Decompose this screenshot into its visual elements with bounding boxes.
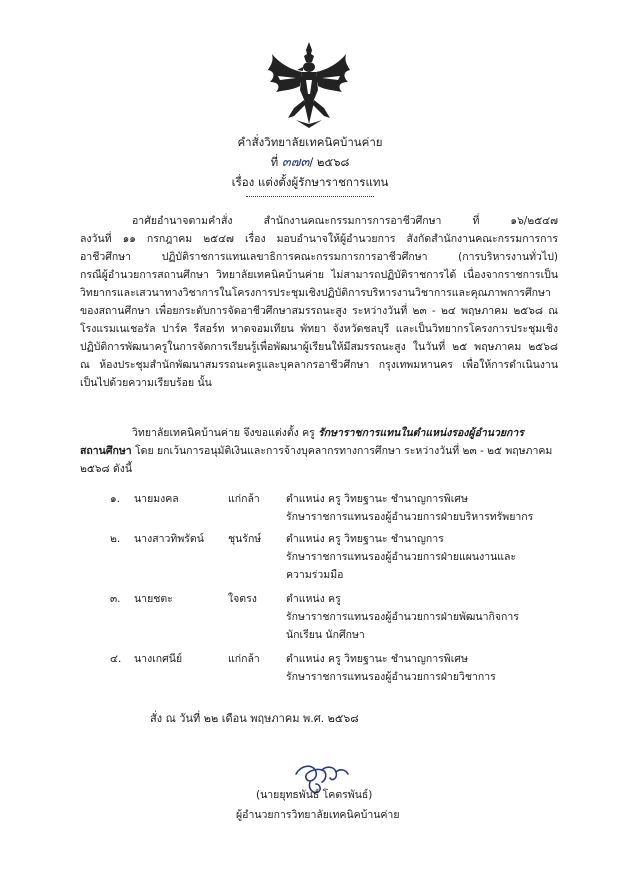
appointee-detail: ตำแหน่ง ครู วิทยฐานะ ชำนาญการพิเศษ — [286, 493, 468, 505]
appointment-intro: วิทยาลัยเทคนิคบ้านค่าย จึงขอแต่งตั้ง ครู — [132, 427, 319, 439]
preamble-line: เป็นไปด้วยความเรียบร้อย นั้น — [80, 377, 212, 389]
order-number-handwritten: ๓๗๓ — [281, 155, 310, 170]
appointee-detail: ตำแหน่ง ครู — [286, 593, 341, 605]
appointee-surname: แก่กล้า — [228, 653, 260, 665]
appointee-surname: ชุนรักษ์ — [228, 533, 262, 545]
appointee-name: นางสาวทิพรัตน์ — [134, 533, 204, 545]
garuda-seal-icon — [266, 40, 352, 130]
appointment-line: ๒๕๖๘ ดังนี้ — [80, 463, 133, 475]
preamble-line: ปฏิบัติการพัฒนาครูในการจัดการเรียนรู้เพื่อพัฒนาผู้เรียนให้มีสมรรถนะสูง ในวันที่ ๒๕ พฤษภาคม ๒๕๖๘ — [80, 341, 558, 353]
signer-position: ผู้อำนวยการวิทยาลัยเทคนิคบ้านค่าย — [236, 809, 400, 821]
subject-line: เรื่อง แต่งตั้งผู้รักษาราชการแทน — [231, 175, 389, 189]
appointee-detail: รักษาราชการแทนรองผู้อำนวยการฝ่ายแผนงานและ — [286, 551, 517, 563]
appointee-detail: นักเรียน นักศึกษา — [286, 629, 365, 641]
appointment-line — [80, 442, 558, 460]
appointee-detail: ตำแหน่ง ครู วิทยฐานะ ชำนาญการพิเศษ — [286, 653, 468, 665]
signer-name: (นายยุทธพันธ์ โคตรพันธ์) — [256, 789, 373, 801]
appointee-detail: ความร่วมมือ — [286, 569, 344, 581]
appointee-surname: แก่กล้า — [228, 493, 260, 505]
issuer-title: คำสั่งวิทยาลัยเทคนิคบ้านค่าย — [237, 135, 383, 149]
header-divider — [246, 196, 374, 197]
appointee-name: นางเกศนีย์ — [134, 653, 183, 665]
appointee-name: นายชตะ — [134, 593, 173, 605]
appointment-role-bold-cont: สถานศึกษา — [80, 445, 132, 457]
order-number-suffix: / ๒๕๖๘ — [309, 155, 350, 169]
appointment-role-bold: รักษาราชการแทนในตำแหน่งรองผู้อำนวยการ — [318, 427, 524, 439]
order-date: สั่ง ณ วันที่ ๒๒ เดือน พฤษภาคม พ.ศ. ๒๕๖๘ — [150, 712, 359, 725]
appointee-detail: รักษาราชการแทนรองผู้อำนวยการฝ่ายวิชาการ — [286, 671, 496, 683]
preamble-line: อาชีวศึกษา ปฏิบัติราชการแทนเลขาธิการคณะกรรมการการอาชีวศึกษา (การบริหารงานทั่วไป) — [80, 251, 558, 263]
appointee-number: ๒. — [110, 533, 121, 545]
order-number — [0, 154, 620, 171]
preamble-paragraph — [80, 212, 558, 392]
appointment-condition: โดย ยกเว้นการอนุมัติเงินและการจ้างบุคลากรทางการศึกษา ระหว่างวันที่ ๒๓ - ๒๕ พฤษภาคม — [131, 445, 553, 457]
order-number-prefix: ที่ — [270, 155, 279, 169]
appointee-number: ๑. — [110, 493, 121, 505]
preamble-line: ณ ห้องประชุมสำนักพัฒนาสมรรถนะครูและบุคลากรอาชีวศึกษา กรุงเทพมหานคร เพื่อให้การดำเนินงาน — [80, 359, 558, 371]
preamble-line: วิทยากรและเสวนาทางวิชาการในโครงการประชุมเชิงปฏิบัติการบริหารงานวิชาการและคุณภาพการศึกษา — [80, 287, 551, 299]
appointee-detail: ตำแหน่ง ครู วิทยฐานะ ชำนาญการ — [286, 533, 444, 545]
appointee-number: ๓. — [110, 593, 121, 605]
appointee-name: นายมงคล — [134, 493, 179, 505]
appointee-detail: รักษาราชการแทนรองผู้อำนวยการฝ่ายพัฒนากิจการ — [286, 611, 519, 623]
preamble-line: อาศัยอำนาจตามคำสั่ง สำนักงานคณะกรรมการการอาชีวศึกษา ที่ ๑๖/๒๕๔๗ — [132, 215, 558, 227]
preamble-line: ลงวันที่ ๑๑ กรกฎาคม ๒๕๔๗ เรื่อง มอบอำนาจให้ผู้อำนวยการ สังกัดสำนักงานคณะกรรมการการ — [80, 233, 558, 245]
appointment-paragraph — [80, 424, 558, 478]
appointment-line — [80, 424, 558, 442]
appointee-number: ๔. — [110, 653, 122, 665]
appointee-surname: ใจตรง — [228, 593, 257, 605]
preamble-line: กรณีผู้อำนวยการสถานศึกษา วิทยาลัยเทคนิคบ้านค่าย ไม่สามารถปฏิบัติราชการได้ เนื่องจากราชการเป็น — [80, 269, 558, 281]
appointee-detail: รักษาราชการแทนรองผู้อำนวยการฝ่ายบริหารทรัพยากร — [286, 511, 534, 523]
preamble-line: ของสถานศึกษา เพื่อยกระดับการจัดอาชีวศึกษาสมรรถนะสูง ระหว่างวันที่ ๒๓ - ๒๔ พฤษภาคม ๒๕๖๘ ณ — [80, 305, 558, 317]
preamble-line: โรงแรมเนเชอรัล ปาร์ค รีสอร์ท หาดจอมเทียน พัทยา จังหวัดชลบุรี และเป็นวิทยากรโครงการประชุมเชิง — [80, 323, 558, 335]
